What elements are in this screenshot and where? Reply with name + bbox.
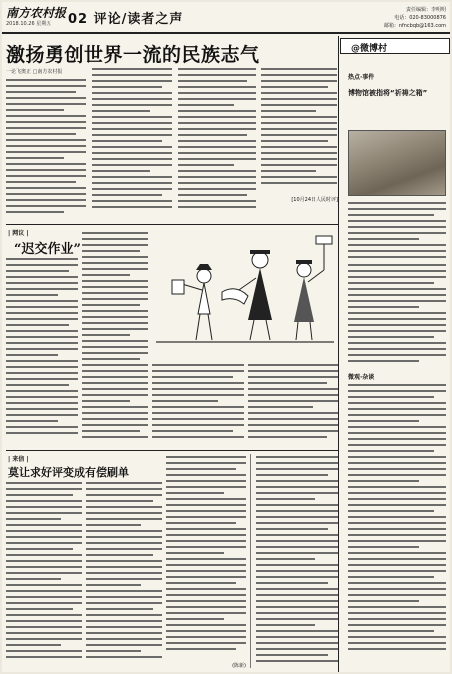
reader-end-mark: (陈新) [232,663,246,669]
article-column-1 [6,68,86,220]
page-section-title: 02 评论/读者之声 [68,12,184,27]
reader-column-1 [6,482,82,670]
main-headline: 激扬勇创世界一流的民族志气 [6,44,260,66]
editor-contact [384,6,446,30]
editorial-cartoon [152,230,338,360]
phone-line: 电话：020-83000876 [394,15,446,21]
sidebar-forum-label: 微观·杂谈 [348,374,375,381]
sidebar-topic-title: 博物馆被指将“祈祷之箱” [348,89,428,97]
reader-column-4 [256,456,338,668]
article-column-2 [92,68,172,220]
comment-column-1 [6,258,78,446]
section-divider-1 [6,224,338,225]
sidebar-text-2 [348,264,446,368]
reader-section-tag: | 来信 | [8,456,29,463]
comment-column-4 [248,364,338,446]
cartoon-figure-right [294,236,332,340]
cartoon-figure-center [222,250,272,340]
sidebar-news-photo [348,130,446,196]
sidebar-divider [338,36,339,672]
reader-divider [250,454,251,668]
reader-title: 莫让求好评变成有偿刷单 [8,466,129,479]
weibo-header [340,38,450,54]
cartoon-figure-left [172,264,212,340]
comment-column-2 [82,232,148,446]
weibo-sidebar [340,36,450,672]
sidebar-topic-label: 热点·事件 [348,74,375,81]
comment-column-3 [152,364,244,446]
weibo-label: @微博村 [351,44,388,54]
newspaper-logo: 南方农村报 [6,6,67,20]
email-line: 邮箱：nfncbqb@163.com [383,23,446,29]
comment-section-tag: | 网议 | [8,230,29,237]
sidebar-text-3 [348,384,446,668]
masthead [2,2,450,34]
section-divider-2 [6,450,338,451]
editor-line: 责任编辑：李明明 [405,7,446,13]
article-column-3 [178,68,256,220]
article-byline: 一论飞奥正 □南方农村报 [6,69,63,75]
sidebar-text-1 [348,202,446,262]
reader-column-2 [86,482,162,670]
comment-title: “迟交作业” [14,242,81,257]
article-column-4 [261,68,337,194]
reader-column-3 [166,456,246,662]
newspaper-page [2,2,450,672]
issue-date: 2018.10.26 星期五 [6,21,52,27]
source-note: [10月24日人民时评] [291,197,338,203]
